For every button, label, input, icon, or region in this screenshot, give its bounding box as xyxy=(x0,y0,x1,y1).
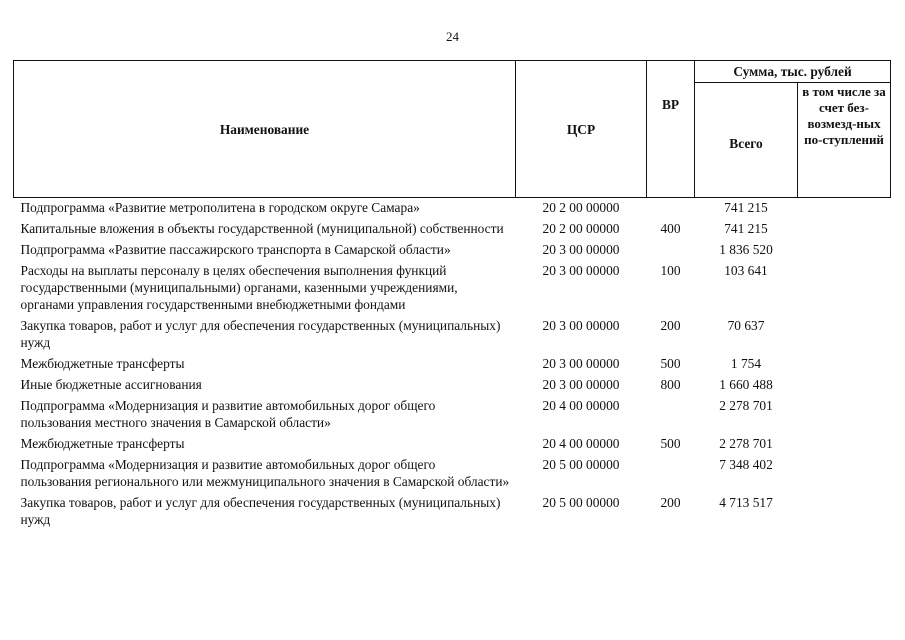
row-csr: 20 3 00 00000 xyxy=(542,318,620,333)
row-vr xyxy=(647,455,695,493)
row-total: 70 637 xyxy=(727,318,765,333)
row-csr: 20 5 00 00000 xyxy=(542,457,620,472)
table-row xyxy=(14,240,891,261)
row-name: Иные бюджетные ассигнования xyxy=(20,377,202,392)
row-total: 4 713 517 xyxy=(719,495,773,510)
row-free xyxy=(798,261,891,316)
row-name: Межбюджетные трансферты xyxy=(20,436,185,451)
row-total: 2 278 701 xyxy=(719,436,773,451)
row-free xyxy=(798,455,891,493)
row-free xyxy=(798,240,891,261)
table-row xyxy=(14,261,891,316)
table-row xyxy=(14,396,891,434)
row-csr: 20 2 00 00000 xyxy=(542,221,620,236)
row-name: Закупка товаров, работ и услуг для обеспечения государственных (муниципальных) нужд xyxy=(20,495,501,527)
row-csr: 20 3 00 00000 xyxy=(542,356,620,371)
row-vr: 200 xyxy=(660,495,681,510)
row-name: Межбюджетные трансферты xyxy=(20,356,185,371)
row-total: 1 836 520 xyxy=(719,242,773,257)
row-total: 103 641 xyxy=(724,263,768,278)
table-row xyxy=(14,434,891,455)
table-row xyxy=(14,198,891,220)
row-vr xyxy=(647,396,695,434)
header-free-receipts: в том числе за счет без-возмезд-ных по-ступлений xyxy=(798,82,891,197)
row-vr xyxy=(647,198,695,220)
header-vr: ВР xyxy=(647,61,695,198)
row-name: Закупка товаров, работ и услуг для обеспечения государственных (муниципальных) нужд xyxy=(20,318,501,350)
row-csr: 20 2 00 00000 xyxy=(542,200,620,215)
row-vr: 800 xyxy=(660,377,681,392)
header-csr: ЦСР xyxy=(516,61,647,198)
row-total: 2 278 701 xyxy=(719,398,773,413)
row-free xyxy=(798,375,891,396)
header-total: Всего xyxy=(695,82,798,197)
row-free xyxy=(798,493,891,531)
row-csr: 20 5 00 00000 xyxy=(542,495,620,510)
table-row xyxy=(14,219,891,240)
budget-table xyxy=(13,60,891,531)
row-free xyxy=(798,354,891,375)
page-number: 24 xyxy=(446,29,459,44)
row-total: 1 660 488 xyxy=(719,377,773,392)
row-name: Подпрограмма «Развитие пассажирского транспорта в Самарской области» xyxy=(20,242,451,257)
header-sum: Сумма, тыс. рублей xyxy=(695,61,891,83)
row-vr: 100 xyxy=(660,263,681,278)
row-free xyxy=(798,198,891,220)
row-total: 7 348 402 xyxy=(719,457,773,472)
row-total: 741 215 xyxy=(724,221,768,236)
header-name: Наименование xyxy=(14,61,516,198)
row-total: 1 754 xyxy=(730,356,762,371)
row-vr: 200 xyxy=(660,318,681,333)
row-free xyxy=(798,434,891,455)
row-total: 741 215 xyxy=(724,200,768,215)
row-name: Подпрограмма «Модернизация и развитие автомобильных дорог общего пользования регионального или межмуниципального значения в Самарской области» xyxy=(20,457,510,489)
table-row xyxy=(14,455,891,493)
row-csr: 20 3 00 00000 xyxy=(542,377,620,392)
row-vr: 400 xyxy=(660,221,681,236)
table-header xyxy=(14,61,891,198)
row-name: Подпрограмма «Модернизация и развитие автомобильных дорог общего пользования местного значения в Самарской области» xyxy=(20,398,436,430)
row-csr: 20 4 00 00000 xyxy=(542,398,620,413)
row-vr: 500 xyxy=(660,436,681,451)
row-csr: 20 3 00 00000 xyxy=(542,263,620,278)
row-name: Капитальные вложения в объекты государственной (муниципальной) собственности xyxy=(20,221,504,236)
table-row xyxy=(14,375,891,396)
table-row xyxy=(14,316,891,354)
row-csr: 20 3 00 00000 xyxy=(542,242,620,257)
table-row xyxy=(14,354,891,375)
row-vr xyxy=(647,240,695,261)
table-row xyxy=(14,493,891,531)
row-free xyxy=(798,219,891,240)
row-csr: 20 4 00 00000 xyxy=(542,436,620,451)
row-name: Расходы на выплаты персоналу в целях обеспечения выполнения функций государственными (муниципальными) органами, казенными учреждениями, органами управления государственными внебюджетными фондами xyxy=(20,263,458,312)
row-free xyxy=(798,396,891,434)
row-vr: 500 xyxy=(660,356,681,371)
row-name: Подпрограмма «Развитие метрополитена в городском округе Самара» xyxy=(20,200,420,215)
row-free xyxy=(798,316,891,354)
